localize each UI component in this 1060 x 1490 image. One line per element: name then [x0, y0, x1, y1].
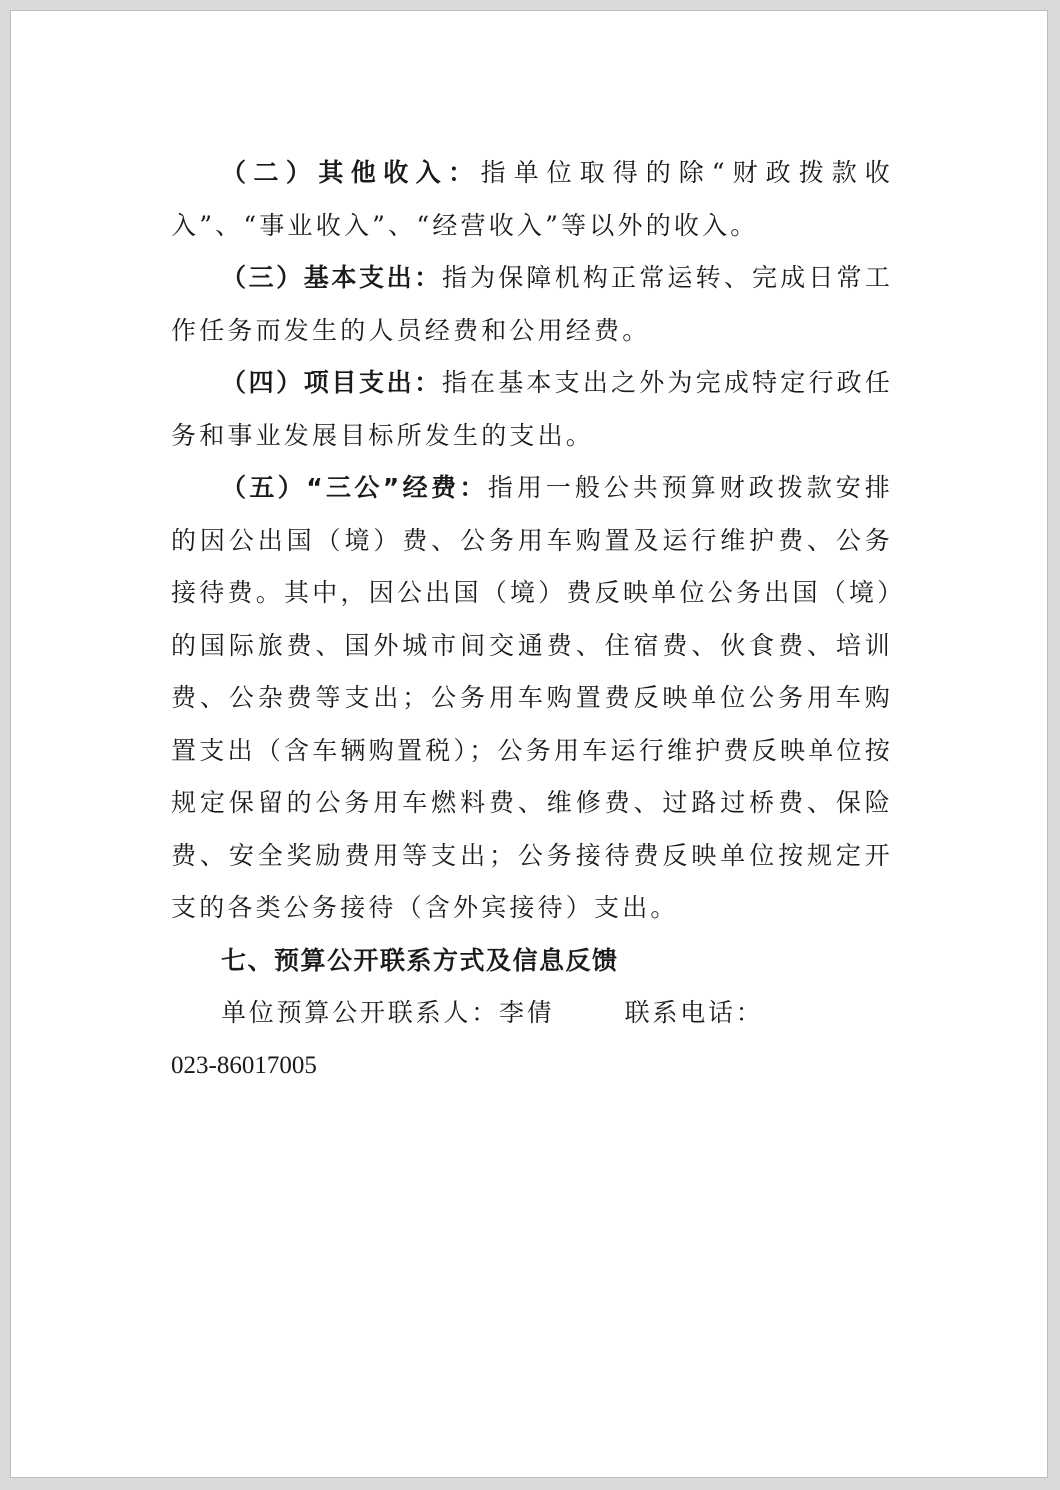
term-label: （五）“三公”经费：: [221, 473, 488, 502]
term-label: （二）其他收入：: [221, 158, 481, 187]
definition-basic-expenditure: [171, 252, 893, 357]
term-label: （三）基本支出：: [221, 263, 442, 292]
phone-label: 联系电话：: [624, 998, 764, 1027]
document-body: [171, 147, 893, 1092]
definition-text: 指单位取得的除“财政拨款收入”、“事业收入”、“经营收入”等以外的收入。: [171, 158, 893, 240]
phone-number: 023-86017005: [171, 1051, 317, 1079]
definition-three-public-expenses: [171, 462, 893, 935]
section-heading: 七、预算公开联系方式及信息反馈: [221, 945, 619, 975]
contact-line: [171, 987, 893, 1040]
term-label: （四）项目支出：: [221, 368, 442, 397]
definition-text: 指为保障机构正常运转、完成日常工作任务而发生的人员经费和公用经费。: [171, 263, 894, 345]
definition-text: 指用一般公共预算财政拨款安排的因公出国（境）费、公务用车购置及运行维护费、公务接待费。其中，因公出国（境）费反映单位公务出国（境）的国际旅费、国外城市间交通费、住宿费、伙食费、培训费、公杂费等支出；公务用车购置费反映单位公务用车购置支出（含车辆购置税）；公务用车运行维护费反映单位按规定保留的公务用车燃料费、维修费、过路过桥费、保险费、安全奖励费用等支出；公务接待费反映单位按规定开支的各类公务接待（含外宾接待）支出。: [171, 473, 893, 922]
definition-other-income: [171, 147, 893, 252]
contact-person: 单位预算公开联系人：李倩: [221, 998, 555, 1027]
document-page: [10, 10, 1048, 1478]
definition-project-expenditure: [171, 357, 893, 462]
definition-text: 指在基本支出之外为完成特定行政任务和事业发展目标所发生的支出。: [171, 368, 894, 450]
